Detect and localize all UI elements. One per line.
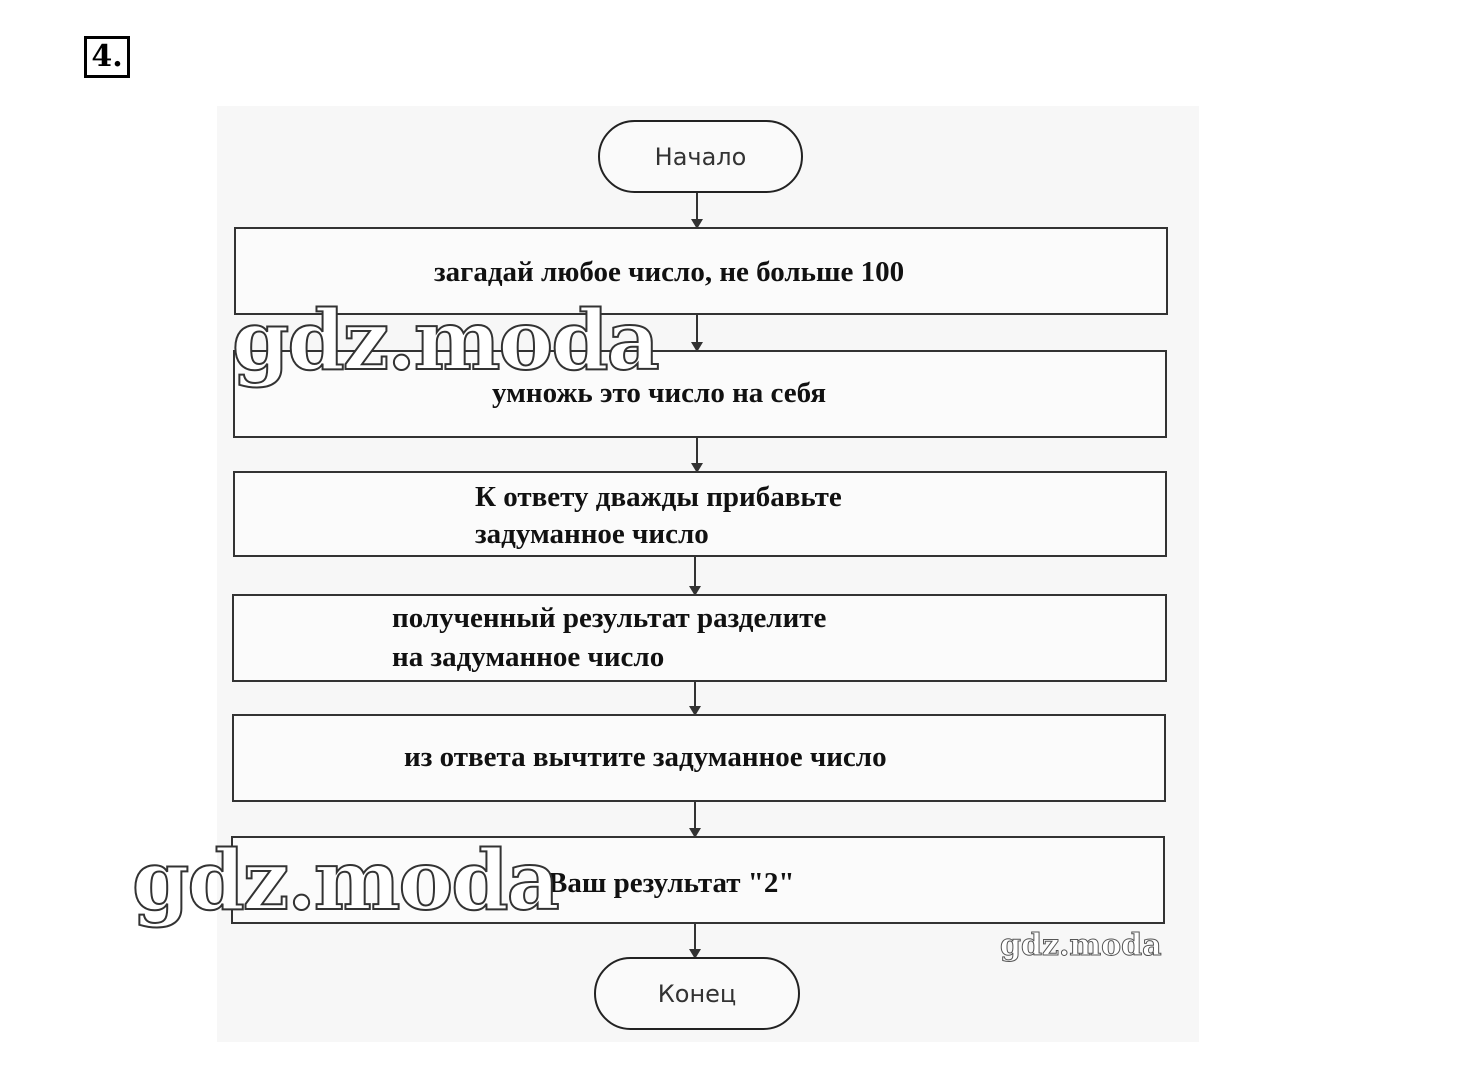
arrow-step6-to-end (694, 924, 696, 957)
arrow-start-to-step1 (696, 193, 698, 227)
step-4-box (232, 594, 1167, 682)
arrow-step2-to-step3 (696, 438, 698, 471)
step-3-text-line2: задуманное число (475, 518, 709, 550)
start-terminal: Начало (598, 120, 803, 193)
step-5-text: из ответа вычтите задуманное число (404, 741, 887, 773)
watermark-small: gdz.moda (1000, 928, 1162, 963)
step-2-text: умножь это число на себя (492, 377, 827, 409)
watermark-large-2: gdz.moda (132, 833, 558, 929)
step-1-text: загадай любое число, не больше 100 (434, 256, 905, 288)
arrow-step5-to-step6 (694, 802, 696, 836)
arrow-step4-to-step5 (694, 682, 696, 714)
end-terminal: Конец (594, 957, 800, 1030)
task-number: 4. (84, 36, 130, 78)
step-5-box (232, 714, 1166, 802)
step-3-box (233, 471, 1167, 557)
arrow-step1-to-step2 (696, 315, 698, 350)
step-3-text-line1: К ответу дважды прибавьте (475, 481, 842, 513)
step-4-text-line1: полученный результат разделите (392, 602, 827, 634)
step-4-text-line2: на задуманное число (392, 641, 665, 673)
step-6-text: Ваш результат "2" (548, 867, 795, 899)
watermark-large-1: gdz.moda (232, 293, 658, 389)
arrow-step3-to-step4 (694, 557, 696, 594)
